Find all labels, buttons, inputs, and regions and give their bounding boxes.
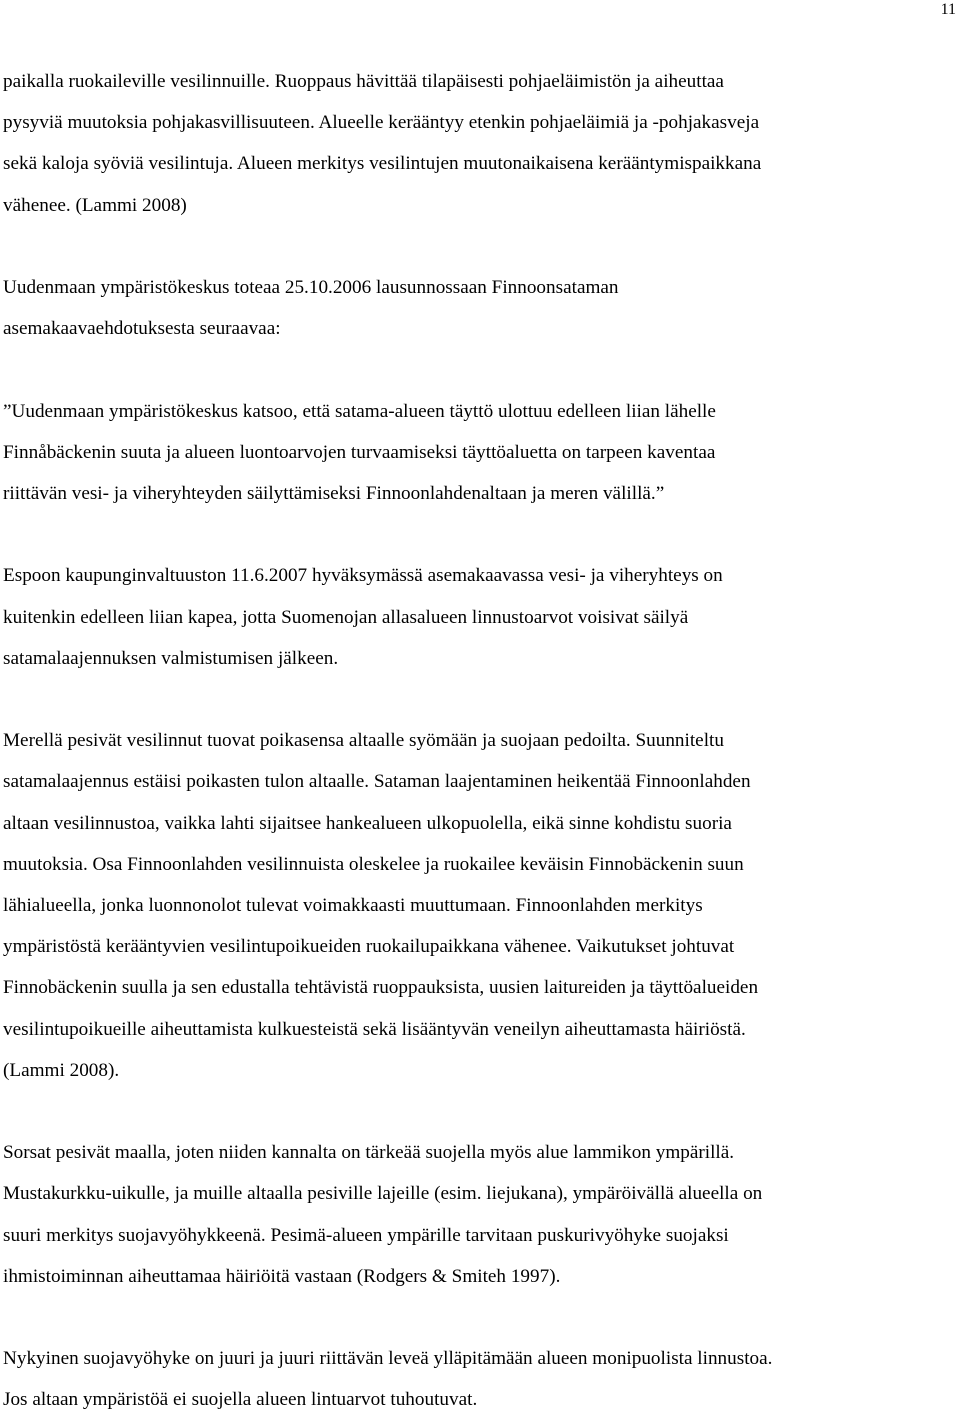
paragraph-spacer (3, 349, 953, 390)
paragraph-spacer (3, 226, 953, 267)
document-body (3, 61, 953, 1421)
paragraph-city-council-plan: Espoon kaupunginvaltuuston 11.6.2007 hyväksymässä asemakaavassa vesi- ja viheryhteys on kuitenkin edelleen liian kapea, jotta Suomenojan allasalueen linnustoarvot voisivat säilyä satamalaajennuksen valmistumisen jälkeen. (3, 565, 723, 669)
paragraph-environment-centre-statement: Uudenmaan ympäristökeskus toteaa 25.10.2006 lausunnossaan Finnoonsataman asemakaavaehdotuksesta seuraavaa: (3, 277, 619, 340)
paragraph-quotation: ”Uudenmaan ympäristökeskus katsoo, että satama-alueen täyttö ulottuu edelleen liian lähelle Finnåbäckenin suuta ja alueen luontoarvojen turvaamiseksi täyttöaluetta on tarpeen kaventaa riittävän vesi- ja viheryhteyden säilyttämiseksi Finnoonlahdenaltaan ja meren välillä.” (3, 400, 716, 504)
paragraph-waterbird-dredging: paikalla ruokaileville vesilinnuille. Ruoppaus hävittää tilapäisesti pohjaeläimistön ja aiheuttaa pysyviä muutoksia pohjakasvillisuuteen. Alueelle kerääntyy etenkin pohjaeläimiä ja -pohjakasveja sekä kaloja syöviä vesilintuja. Alueen merkitys vesilintujen muutonaikaisena kerääntymispaikkana vähenee. (Lammi 2008) (3, 71, 762, 216)
page-number: 11 (940, 1, 956, 18)
paragraph-spacer (3, 1091, 953, 1132)
paragraph-spacer (3, 514, 953, 555)
paragraph-spacer (3, 1297, 953, 1338)
paragraph-spacer (3, 679, 953, 720)
paragraph-conclusion: Nykyinen suojavyöhyke on juuri ja juuri riittävän leveä ylläpitämään alueen monipuolista linnustoa. Jos altaan ympäristöä ei suojella alueen lintuarvot tuhoutuvat. (3, 1348, 773, 1411)
paragraph-harbour-impacts: Merellä pesivät vesilinnut tuovat poikasensa altaalle syömään ja suojaan pedoilta. Suunniteltu satamalaajennus estäisi poikasten tulon altaalle. Sataman laajentaminen heikentää Finnoonlahden altaan vesilinnustoa, vaikka lahti sijaitsee hankealueen ulkopuolella, eikä sinne kohdistu suoria muutoksia. Osa Finnoonlahden vesilinnuista oleskelee ja ruokailee keväisin Finnobäckenin suun lähialueella, jonka luonnonolot tulevat voimakkaasti muuttumaan. Finnoonlahden merkitys ympäristöstä kerääntyvien vesilintupoikueiden ruokailupaikkana vähenee. Vaikutukset johtuvat Finnobäckenin suulla ja sen edustalla tehtävistä ruoppauksista, uusien laitureiden ja täyttöalueiden vesilintupoikueille aiheuttamista kulkuesteistä sekä lisääntyvän veneilyn aiheuttamasta häiriöstä. (Lammi 2008). (3, 730, 759, 1081)
paragraph-buffer-zone: Sorsat pesivät maalla, joten niiden kannalta on tärkeää suojella myös alue lammikon ympärillä. Mustakurkku-uikulle, ja muille altaalla pesiville lajeille (esim. liejukana), ympäröivällä alueella on suuri merkitys suojavyöhykkeenä. Pesimä-alueen ympärille tarvitaan puskurivyöhyke suojaksi ihmistoiminnan aiheuttamaa häiriöitä vastaan (Rodgers & Smiteh 1997). (3, 1142, 763, 1287)
